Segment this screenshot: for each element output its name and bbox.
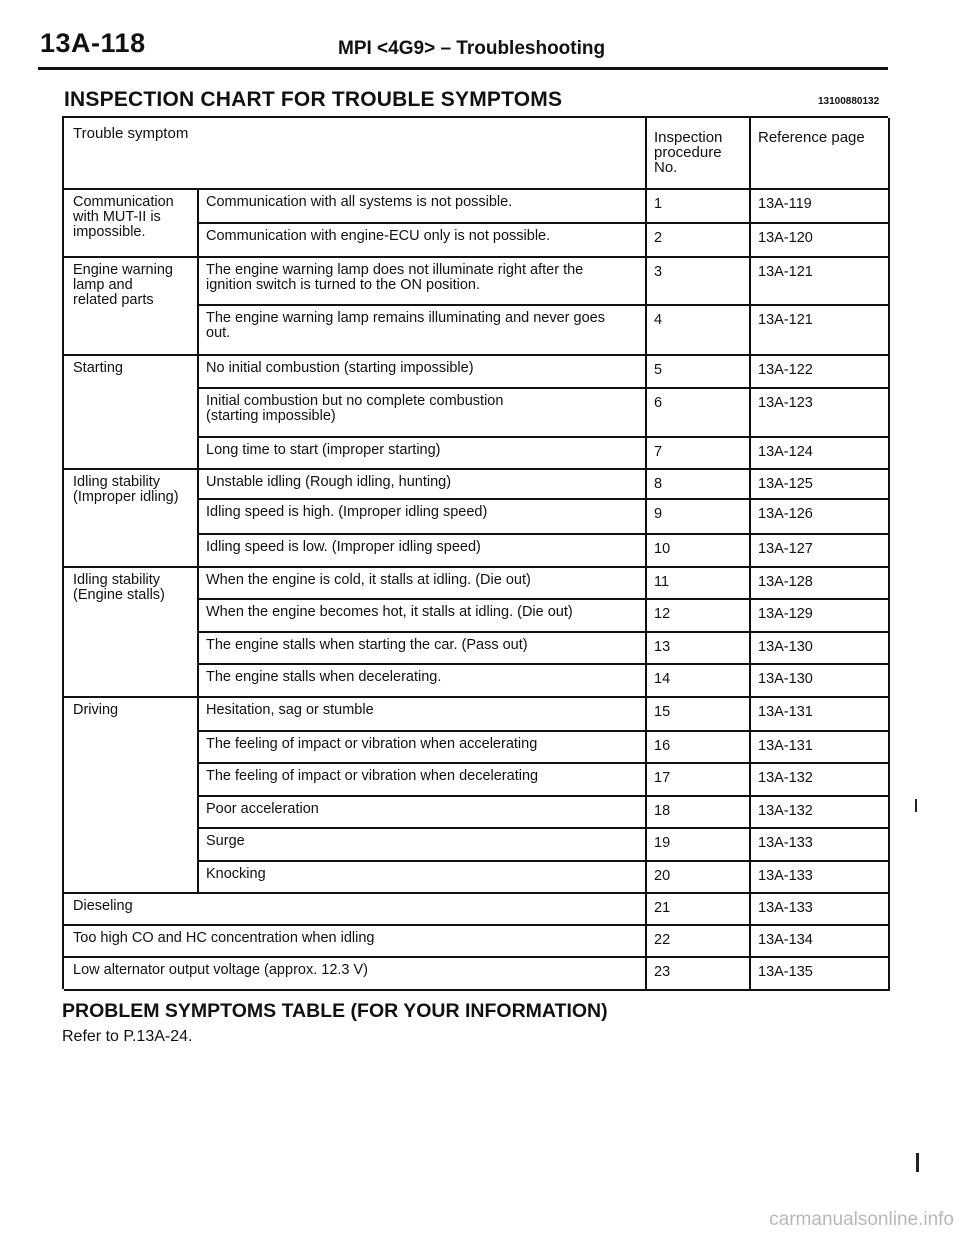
table-rule bbox=[197, 533, 890, 535]
reference-page: 13A-130 bbox=[758, 671, 813, 687]
reference-page: 13A-126 bbox=[758, 506, 813, 522]
symptom-text: When the engine is cold, it stalls at idling. (Die out) bbox=[206, 572, 531, 588]
procedure-number: 5 bbox=[654, 362, 663, 378]
symptom-text: No initial combustion (starting impossible) bbox=[206, 360, 474, 376]
reference-page: 13A-122 bbox=[758, 362, 813, 378]
table-rule bbox=[197, 188, 199, 892]
procedure-number: 9 bbox=[654, 506, 663, 522]
procedure-number: 3 bbox=[654, 264, 663, 280]
section-title: INSPECTION CHART FOR TROUBLE SYMPTOMS bbox=[64, 88, 563, 111]
symptom-text: Hesitation, sag or stumble bbox=[206, 702, 374, 718]
reference-page: 13A-133 bbox=[758, 900, 813, 916]
procedure-number: 2 bbox=[654, 230, 663, 246]
symptom-text: The engine warning lamp does not illuminate right after the ignition switch is turned to the ON position. bbox=[206, 262, 584, 293]
inspection-chart bbox=[62, 116, 888, 989]
procedure-number: 17 bbox=[654, 770, 671, 786]
table-rule bbox=[64, 468, 890, 470]
symptom-text: Too high CO and HC concentration when idling bbox=[73, 930, 375, 946]
table-rule bbox=[197, 827, 890, 829]
symptom-text: Idling speed is high. (Improper idling speed) bbox=[206, 504, 488, 520]
reference-page: 13A-131 bbox=[758, 738, 813, 754]
reference-page: 13A-128 bbox=[758, 574, 813, 590]
symptom-text: Communication with engine-ECU only is not possible. bbox=[206, 228, 551, 244]
reference-note: Refer to P.13A-24. bbox=[62, 1028, 193, 1045]
procedure-number: 13 bbox=[654, 639, 671, 655]
symptom-text: Idling speed is low. (Improper idling speed) bbox=[206, 539, 481, 555]
reference-page: 13A-133 bbox=[758, 868, 813, 884]
table-rule bbox=[64, 956, 890, 958]
reference-page: 13A-130 bbox=[758, 639, 813, 655]
page-number: 13A-118 bbox=[40, 28, 146, 58]
reference-page: 13A-132 bbox=[758, 803, 813, 819]
procedure-number: 11 bbox=[654, 574, 670, 590]
reference-page: 13A-119 bbox=[758, 196, 812, 212]
reference-page: 13A-133 bbox=[758, 835, 813, 851]
reference-page: 13A-121 bbox=[758, 264, 813, 280]
symptom-group-label: Communication with MUT-II is impossible. bbox=[73, 194, 174, 240]
reference-page: 13A-123 bbox=[758, 395, 813, 411]
symptom-group-label: Idling stability (Improper idling) bbox=[73, 474, 179, 505]
header-trouble-symptom: Trouble symptom bbox=[73, 125, 189, 142]
symptom-text: Poor acceleration bbox=[206, 801, 319, 817]
procedure-number: 6 bbox=[654, 395, 663, 411]
symptom-group-label: Driving bbox=[73, 702, 119, 718]
table-rule bbox=[64, 256, 890, 258]
procedure-number: 14 bbox=[654, 671, 671, 687]
header-inspection-procedure: Inspection procedure No. bbox=[654, 129, 723, 176]
table-rule bbox=[64, 188, 890, 190]
symptom-text: The engine warning lamp remains illuminating and never goes out. bbox=[206, 310, 605, 341]
problem-symptoms-title: PROBLEM SYMPTOMS TABLE (FOR YOUR INFORMATION) bbox=[62, 1000, 608, 1022]
table-rule bbox=[64, 924, 890, 926]
table-rule bbox=[64, 696, 890, 698]
procedure-number: 7 bbox=[654, 444, 663, 460]
reference-page: 13A-135 bbox=[758, 964, 813, 980]
header-title: MPI <4G9> – Troubleshooting bbox=[338, 38, 606, 59]
procedure-number: 15 bbox=[654, 704, 671, 720]
reference-page: 13A-121 bbox=[758, 312, 813, 328]
symptom-text: Dieseling bbox=[73, 898, 133, 914]
reference-page: 13A-125 bbox=[758, 476, 813, 492]
symptom-group-label: Engine warning lamp and related parts bbox=[73, 262, 173, 308]
table-rule bbox=[64, 566, 890, 568]
procedure-number: 8 bbox=[654, 476, 663, 492]
procedure-number: 4 bbox=[654, 312, 663, 328]
symptom-text: Long time to start (improper starting) bbox=[206, 442, 441, 458]
symptom-text: Initial combustion but no complete combustion (starting impossible) bbox=[206, 393, 504, 424]
table-rule bbox=[197, 598, 890, 600]
header-rule bbox=[38, 67, 888, 70]
procedure-number: 16 bbox=[654, 738, 671, 754]
stray-mark bbox=[915, 799, 917, 812]
table-rule bbox=[197, 436, 890, 438]
symptom-group-label: Starting bbox=[73, 360, 123, 376]
table-rule bbox=[197, 730, 890, 732]
table-rule bbox=[64, 892, 890, 894]
reference-page: 13A-127 bbox=[758, 541, 813, 557]
table-rule bbox=[197, 631, 890, 633]
table-rule bbox=[197, 795, 890, 797]
symptom-text: The engine stalls when starting the car. (Pass out) bbox=[206, 637, 528, 653]
table-rule bbox=[197, 860, 890, 862]
symptom-text: Unstable idling (Rough idling, hunting) bbox=[206, 474, 452, 490]
table-rule bbox=[197, 304, 890, 306]
procedure-number: 10 bbox=[654, 541, 671, 557]
stray-mark bbox=[916, 1153, 919, 1172]
reference-page: 13A-120 bbox=[758, 230, 813, 246]
procedure-number: 20 bbox=[654, 868, 671, 884]
watermark: carmanualsonline.info bbox=[769, 1209, 954, 1230]
reference-page: 13A-129 bbox=[758, 606, 813, 622]
procedure-number: 21 bbox=[654, 900, 671, 916]
symptom-group-label: Idling stability (Engine stalls) bbox=[73, 572, 165, 603]
symptom-text: The engine stalls when decelerating. bbox=[206, 669, 442, 685]
symptom-text: Communication with all systems is not possible. bbox=[206, 194, 513, 210]
table-rule bbox=[197, 762, 890, 764]
document-code: 13100880132 bbox=[818, 96, 880, 107]
reference-page: 13A-132 bbox=[758, 770, 813, 786]
table-rule bbox=[197, 387, 890, 389]
table-rule bbox=[64, 989, 890, 991]
reference-page: 13A-134 bbox=[758, 932, 813, 948]
table-rule bbox=[197, 498, 890, 500]
symptom-text: When the engine becomes hot, it stalls at idling. (Die out) bbox=[206, 604, 573, 620]
header-reference-page: Reference page bbox=[758, 129, 865, 146]
symptom-text: The feeling of impact or vibration when accelerating bbox=[206, 736, 538, 752]
procedure-number: 23 bbox=[654, 964, 671, 980]
table-rule bbox=[197, 663, 890, 665]
procedure-number: 22 bbox=[654, 932, 671, 948]
symptom-text: Low alternator output voltage (approx. 12.3 V) bbox=[73, 962, 369, 978]
reference-page: 13A-131 bbox=[758, 704, 813, 720]
symptom-text: The feeling of impact or vibration when decelerating bbox=[206, 768, 539, 784]
procedure-number: 18 bbox=[654, 803, 671, 819]
symptom-text: Knocking bbox=[206, 866, 266, 882]
symptom-text: Surge bbox=[206, 833, 245, 849]
procedure-number: 19 bbox=[654, 835, 671, 851]
table-rule bbox=[197, 222, 890, 224]
reference-page: 13A-124 bbox=[758, 444, 813, 460]
procedure-number: 1 bbox=[654, 196, 663, 212]
procedure-number: 12 bbox=[654, 606, 671, 622]
table-rule bbox=[64, 354, 890, 356]
